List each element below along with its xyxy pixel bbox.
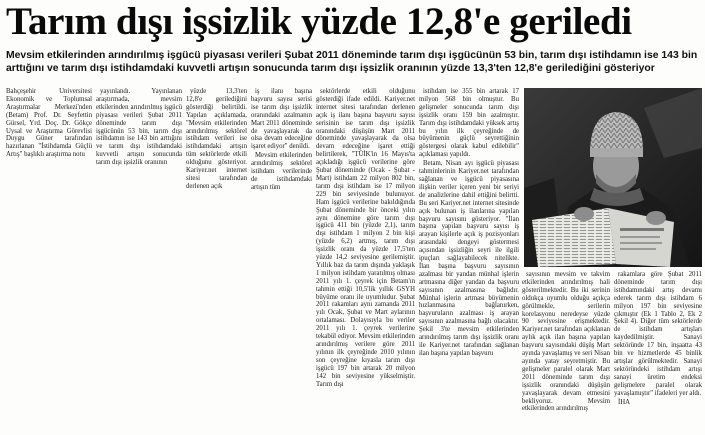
paragraph: sayısının mevsim ve takvim etkilerinden arındırılmış hali gösterilmektedir. Bu iki serinin oldukça uyumlu olduğu açıkça görülmekle, serilerin korelasyonu neredeyse yüzde 90 seviyesine erişmektedir. Kariyer.net tarafından açıklanan aylık açık ilan başına yapılan başvuru sayısındaki düşüş Mart ayında yavaşlamış ve seri Nisan ayında yatay seyretmiştir. Bu gelişmeler paralel olarak Mart 2011 döneminde tarım dışı işsizlik oranındaki düşüşün yavaşlayarak devam etmesini bekliyoruz. Mevsim etkilerinden arındırılmış <box>522 271 610 413</box>
text-column-3 <box>186 88 247 433</box>
paragraph: Betam, Nisan ayı işgücü piyasası tahminlerinin Kariyer.net tarafından sağlanan ve işgücü piyasasına ilişkin veriler içeren yeni bir seriyi de analizlerine dahil ettiğini belirtti. Bu seri Kariyer.net internet sitesinde açık bulunan iş ilanlarına yapılan başvuru sayısını gösteriyor. "İlan başına yapılan başvuru sayısı iş arayan kişilerle açık iş pozisyonları arasındaki dengeyi göstermesi açısından işsizliğin seyri ile ilgili ipuçları sağlayabilecek nitelikte. İlan başına başvuru sayısının azalması bir yandan münhal işlerin artmasına diğer yandan da başvuru sayısının azalmasına bağlıdır. Münhal işlerin artması büyümenin hızlanmasına bağlanırken, başvuruların azalması iş arayan sayısının azalmasına bağlı olacaktır. Şekil 3'te mevsim etkilerinden arındırılmış tarım dışı işsizlik oranı ile Kariyer.net tarafından sağlanan ilan başına yapılan başvuru <box>419 160 519 357</box>
text-column-2 <box>96 88 182 433</box>
paragraph: istihdam ise 355 bin artarak 17 milyon 568 bin olmuştur. Bu gelişmeler sonucunda tarım dışı işsizlik oranı 159 bin azalmıştır. Tarım dışı istihdamdaki yüksek artış bu yılın ilk çeyreğinde de büyümenin güçlü seyrettiğinin göstergesi olarak kabul edilebilir" açıklaması yapıldı. <box>419 88 519 159</box>
paragraph: Mevsim etkilerinden arındırılmış sektörel istihdam verilerinde de istihdamdaki artışın tüm <box>251 152 312 191</box>
text-column-5 <box>316 88 415 433</box>
text-column-1 <box>6 88 92 433</box>
text-column-7 <box>522 271 610 433</box>
news-photo <box>524 88 702 267</box>
paragraph: rakamlara göre Şubat 2011 döneminde tarım dışı istihdamındaki artış devamı ederek tarım dışı istihdam 6 milyon 197 bin seviyesine çıkmıştır (Ek 1 Tablo 2, Ek 2 Şekil 4). Diğer tüm sektörlerde de istihdam artışları kaydedilmiştir. Sanayi sektöründe 17 bin, inşaatta 43 bin ve hizmetlerde 45 binlik artışlar görülmektedir. Sanayi sektöründeki istihdam artışı sanayi üretim endeksi gelişmelere paralel olarak yavaşlamıştır" ifadeleri yer aldı. <box>614 271 702 397</box>
paragraph: yayınlandı. Yayınlanan araştırmada, mevsim etkilerinden arındırılmış işgücü piyasası verileri Şubat 2011 döneminde tarım dışı işgücünün 53 bin, tarım dışı istihdamın ise 143 bin arttığını ve tarım dışı istihdamdaki kuvvetli artışın sonucunda tarım dışı işsizlik oranının <box>96 88 182 167</box>
text-column-4 <box>251 88 312 433</box>
news-agency-credit: İHA <box>618 398 631 406</box>
photo-illustration <box>524 88 702 267</box>
paragraph: Bahçeşehir Üniversitesi Ekonomik ve Toplumsal Araştırmalar Merkezi'nden (Betam) Prof. Dr. Seyfettin Gürsel, Yrd. Doç. Dr. Gökçe Uysal ve Araştırma Görevlisi Duygu Güner tarafından hazırlanan "İstihdamda Güçlü Artış" başlıklı araştırma notu <box>6 88 92 159</box>
article-lead: Mevsim etkilerinden arındırılmış işgücü piyasası verileri Şubat 2011 döneminde tarım dışı işgücünün 53 bin, tarım dışı istihdamın ise 143 bin arttığını ve tarım dışı istihdamdaki kuvvetli artışın sonucunda tarım dışı işsizlik oranının yüzde 13,3'ten 12,8'e gerilediğini gösteriyor <box>6 50 698 74</box>
paragraph: iş ilanı başına başvuru sayısı serisi ise tarım dışı işsizlik oranındaki azalmanın Mart 2011 döneminde de yavaşlayarak da olsa devam edeceğine işaret ediyor" denildi. <box>251 88 312 151</box>
text-column-6 <box>419 88 519 433</box>
paragraph: yüzde 13,3'ten 12,8'e gerilediğini gösterdiği belirtildi. Yapılan açıklamada, "Mevsim etkilerinden arındırılmış sektörel istihdam verileri ise istihdamdaki artışın tüm sektörlerde etkili olduğunu gösteriyor. Kariyer.net internet sitesi tarafından derlenen açık <box>186 88 247 190</box>
paragraph: sektörlerde etkili olduğunu gösterdiği ifade edildi. Kariyer.net internet sitesi tarafından derlenen açık iş ilanı başına başvuru sayısı serisinin ise tarım dışı işsizlik oranındaki düşüşün Mart 2011 döneminde yavaşlayarak da olsa devam edeceğine işaret ettiği belirtilerek, "TÜİK'in 16 Mayıs'ta açıkladığı işgücü verilerine göre Şubat döneminde (Ocak - Şubat - Mart) istihdam 22 milyon 802 bin, tarım dışı istihdam ise 17 milyon 229 bin seviyesinde bulunuyor. Ham işgücü verilerine bakıldığında Şubat döneminde bir önceki yılın aynı dönemine göre tarım dışı işgücü 411 bin (yüzde 2,1), tarım dışı istihdam 1 milyon 2 bin kişi (yüzde 6,2) artmış, tarım dışı işsizlik oranı da yüzde 17,5'ten yüzde 14,2 seviyesine gerilemiştir. Yıllık baz da tarım dışında yaklaşık 1 milyon istihdam yaratılmış olması 2011 yılı 1. çeyrek için Betam'ın tahmin ettiği 10,5'lik yıllık GSYH büyüme oranı ile uyumludur. Şubat 2011 rakamları aynı zamanda 2011 yılı Ocak, Şubat ve Mart aylarının ortalaması. Dolayısıyla bu veriler 2011 yılı 1. çeyrek verilerine tekabül ediyor. Mevsim etkilerinden arındırılmış verilere göre 2011 yılının ilk çeyreğinde 2010 yılının son çeyreğine kıyasla tarım dışı işgücü 197 bin artarak 20 milyon 142 bin seviyesine yükselmiştir. Tarım dışı <box>316 88 415 388</box>
text-column-8 <box>614 271 702 433</box>
article-headline: Tarım dışı işsizlik yüzde 12,8'e geriledi <box>6 0 632 43</box>
